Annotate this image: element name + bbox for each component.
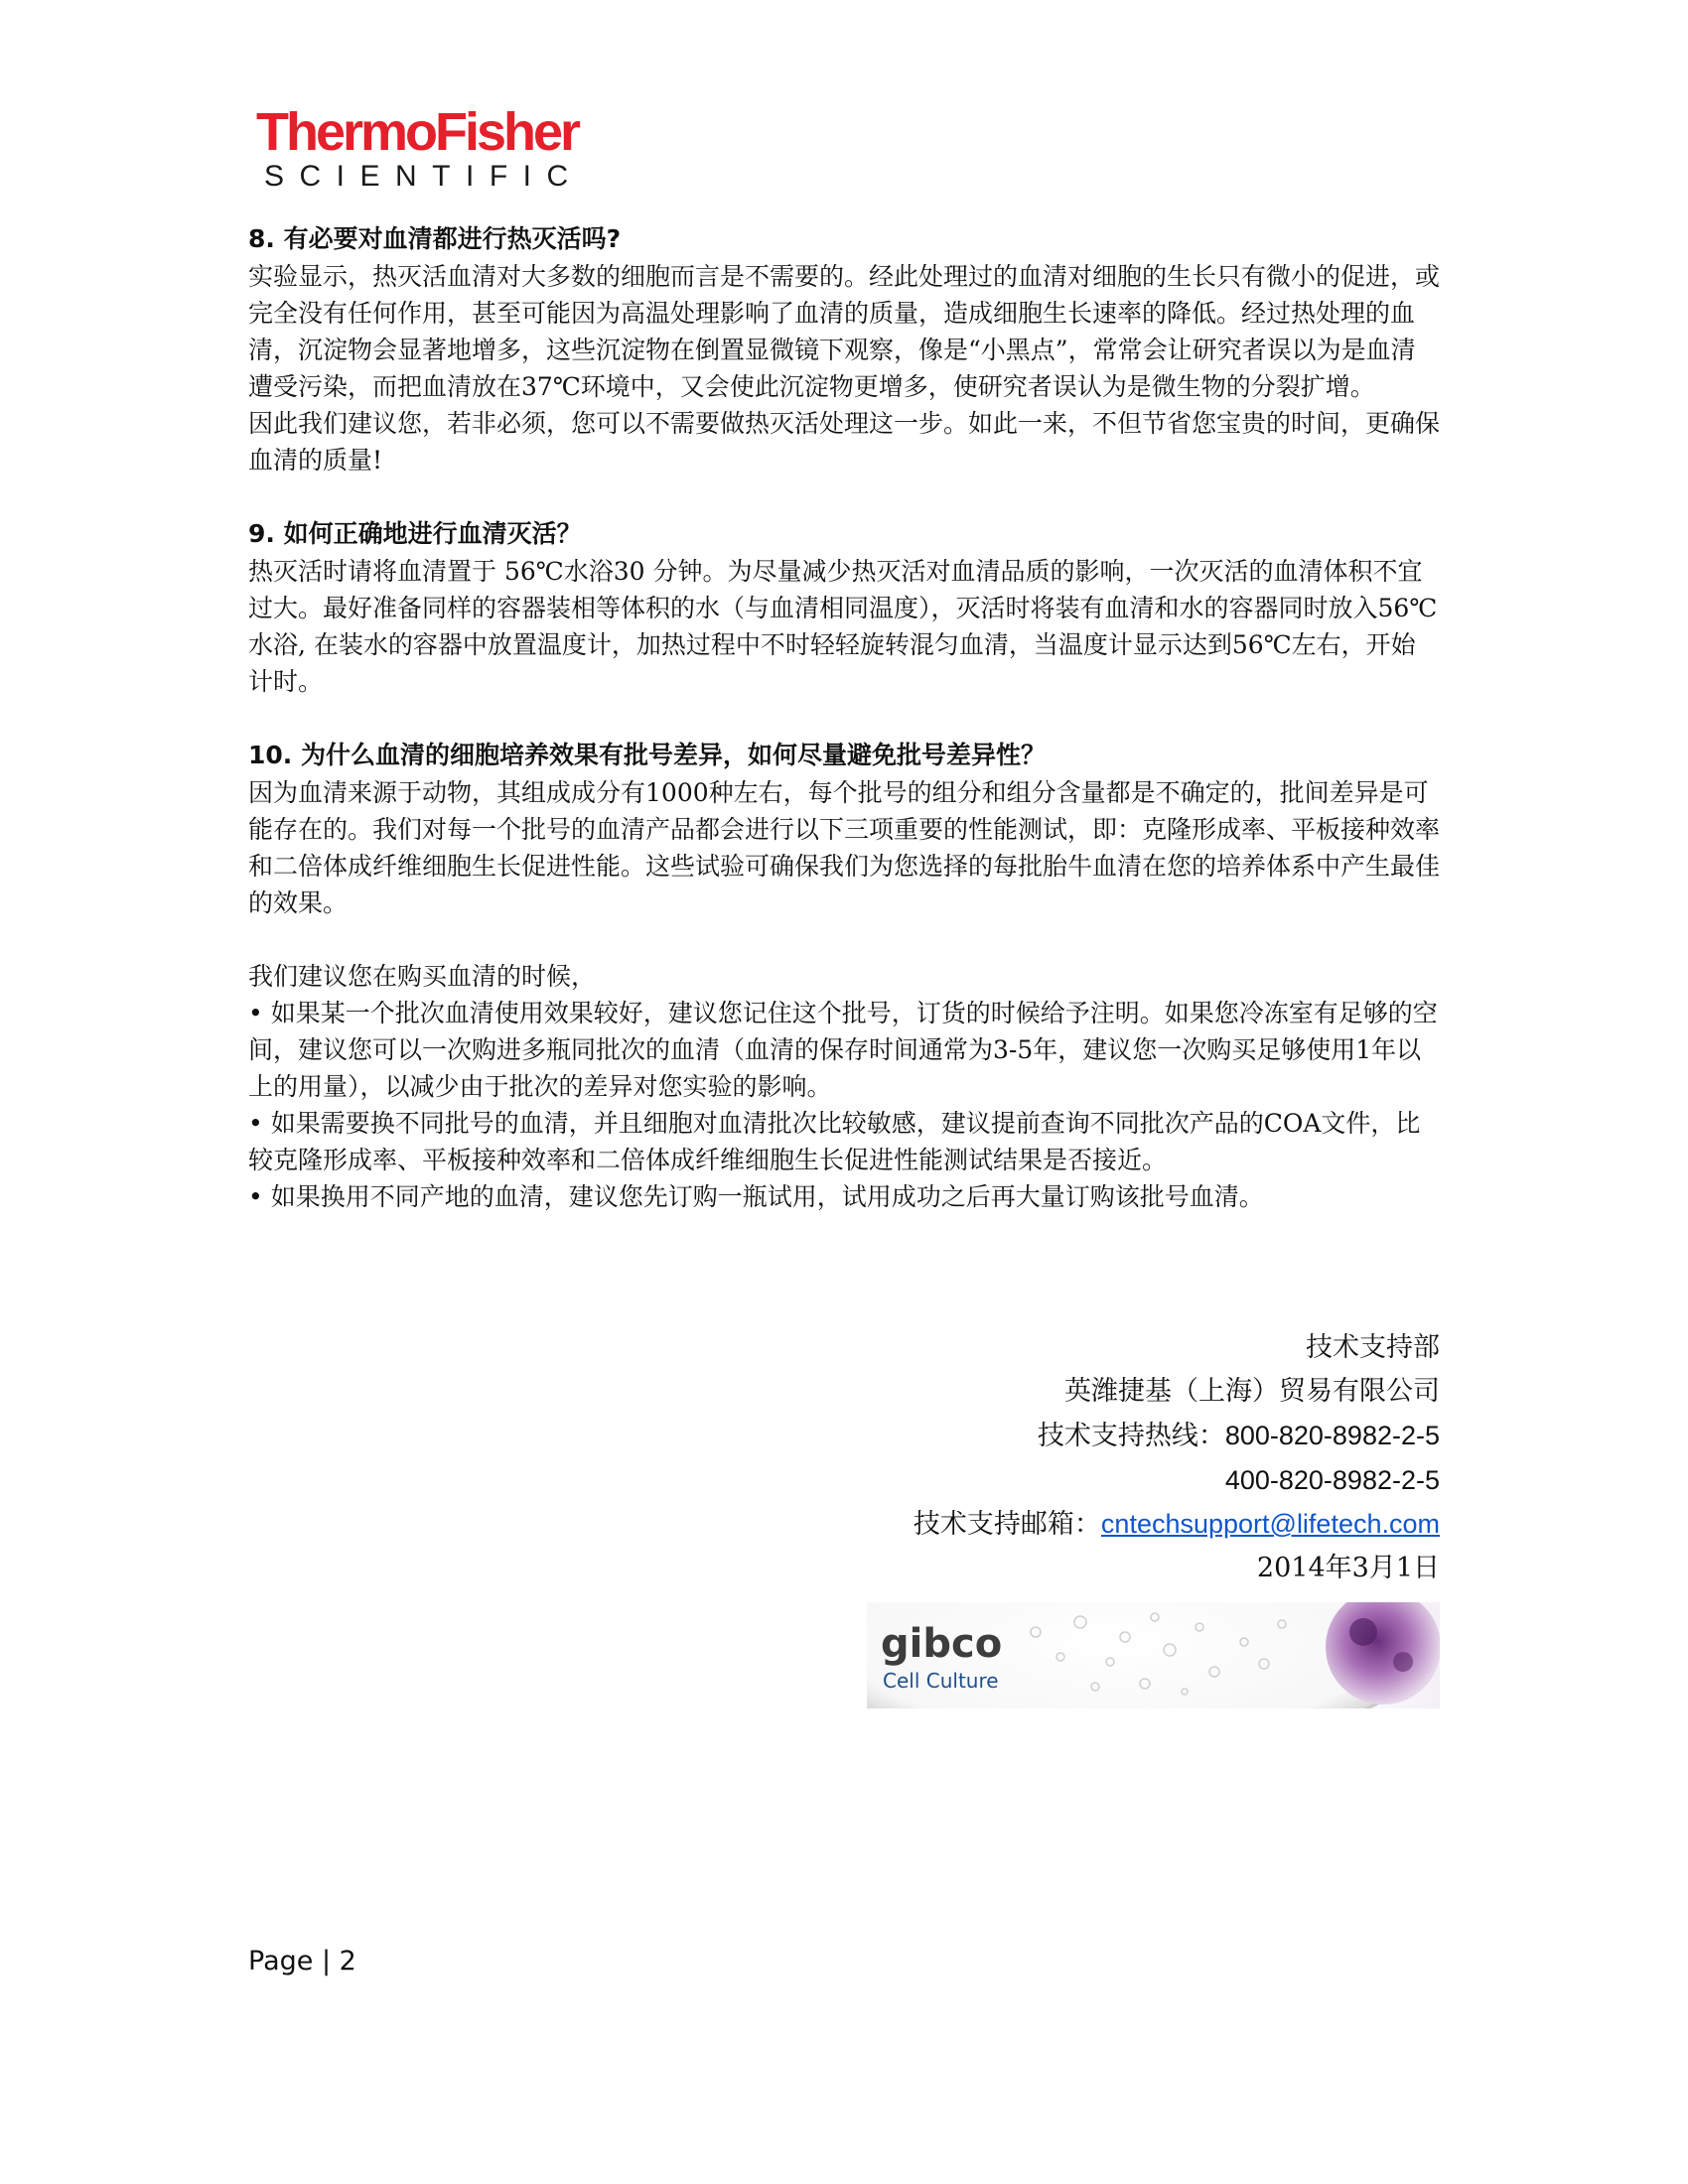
email-label: 技术支持邮箱：	[913, 1509, 1101, 1540]
paragraph: 实验显示，热灭活血清对大多数的细胞而言是不需要的。经此处理过的血清对细胞的生长只有微小的促进，或完全没有任何作用，甚至可能因为高温处理影响了血清的质量，造成细胞生长速率的降低。经过热处理的血清，沉淀物会显著地增多，这些沉淀物在倒置显微镜下观察，像是“小黑点”，常常会让研究者误以为是血清遭受污染，而把血清放在37℃环境中，又会使此沉淀物更增多，使研究者误认为是微生物的分裂扩增。	[248, 262, 1441, 401]
signature-block	[914, 1326, 1440, 1590]
logo-subtitle: SCIENTIFIC	[264, 160, 584, 193]
section-inactivation-method	[248, 515, 1440, 700]
paragraph: 因此我们建议您，若非必须，您可以不需要做热灭活处理这一步。如此一来，不但节省您宝贵的时间，更确保血清的质量!	[248, 409, 1441, 475]
section-heading: 10. 为什么血清的细胞培养效果有批号差异，如何尽量避免批号差异性？	[248, 741, 1046, 769]
hotline-label: 技术支持热线：	[1037, 1421, 1225, 1451]
thermo-fisher-logo	[256, 102, 614, 194]
signature-dept: 技术支持部	[1306, 1332, 1440, 1363]
email-line	[914, 1502, 1440, 1547]
logo-wordmark: ThermoFisher	[256, 102, 579, 162]
gibco-banner	[867, 1602, 1440, 1708]
hotline-line	[914, 1414, 1440, 1458]
advice-intro: 我们建议您在购买血清的时候，	[248, 962, 597, 991]
paragraph: 因为血清来源于动物，其组成成分有1000种左右，每个批号的组分和组分含量都是不确定的，批间差异是可能存在的。我们对每一个批号的血清产品都会进行以下三项重要的性能测试，即：克隆形成率、平板接种效率和二倍体成纤维细胞生长促进性能。这些试验可确保我们为您选择的每批胎牛血清在您的培养体系中产生最佳的效果。	[248, 778, 1441, 917]
gibco-brand: gibco	[881, 1621, 1003, 1667]
hotline-number-2: 400-820-8982-2-5	[1224, 1465, 1440, 1495]
section-heading: 9. 如何正确地进行血清灭活？	[248, 519, 582, 548]
section-heat-inactivation	[248, 220, 1440, 478]
signature-company: 英潍捷基（上海）贸易有限公司	[1064, 1376, 1440, 1407]
paragraph: 热灭活时请将血清置于 56℃水浴30 分钟。为尽量减少热灭活对血清品质的影响，一次灭活的血清体积不宜过大。最好准备同样的容器装相等体积的水（与血清相同温度），灭活时将装有血清和水的容器同时放入56℃水浴, 在装水的容器中放置温度计，加热过程中不时轻轻旋转混匀血清，当温度计显示达到56℃左右，开始计时。	[248, 557, 1438, 696]
hotline-number-1: 800-820-8982-2-5	[1224, 1421, 1440, 1450]
banner-graphic	[867, 1602, 1440, 1708]
support-email-link[interactable]: cntechsupport@lifetech.com	[1100, 1509, 1440, 1539]
signature-date: 2014年3月1日	[1256, 1553, 1440, 1583]
section-heading: 8. 有必要对血清都进行热灭活吗?	[248, 224, 622, 253]
advice-bullet: • 如果某一个批次血清使用效果较好，建议您记住这个批号，订货的时候给予注明。如果您冷冻室有足够的空间，建议您可以一次购进多瓶同批次的血清（血清的保存时间通常为3-5年，建议您一次购买足够使用1年以上的用量），以减少由于批次的差异对您实验的影响。	[248, 999, 1438, 1101]
purchase-advice	[248, 958, 1440, 1215]
advice-bullet: • 如果换用不同产地的血清，建议您先订购一瓶试用，试用成功之后再大量订购该批号血清。	[248, 1182, 1264, 1211]
section-batch-variation	[248, 737, 1440, 921]
page-number: Page | 2	[248, 1946, 356, 1977]
cell-culture-label: Cell Culture	[883, 1669, 999, 1693]
advice-bullet: • 如果需要换不同批号的血清，并且细胞对血清批次比较敏感，建议提前查询不同批次产品的COA文件，比较克隆形成率、平板接种效率和二倍体成纤维细胞生长促进性能测试结果是否接近。	[248, 1109, 1421, 1174]
document-body	[248, 220, 1440, 1252]
